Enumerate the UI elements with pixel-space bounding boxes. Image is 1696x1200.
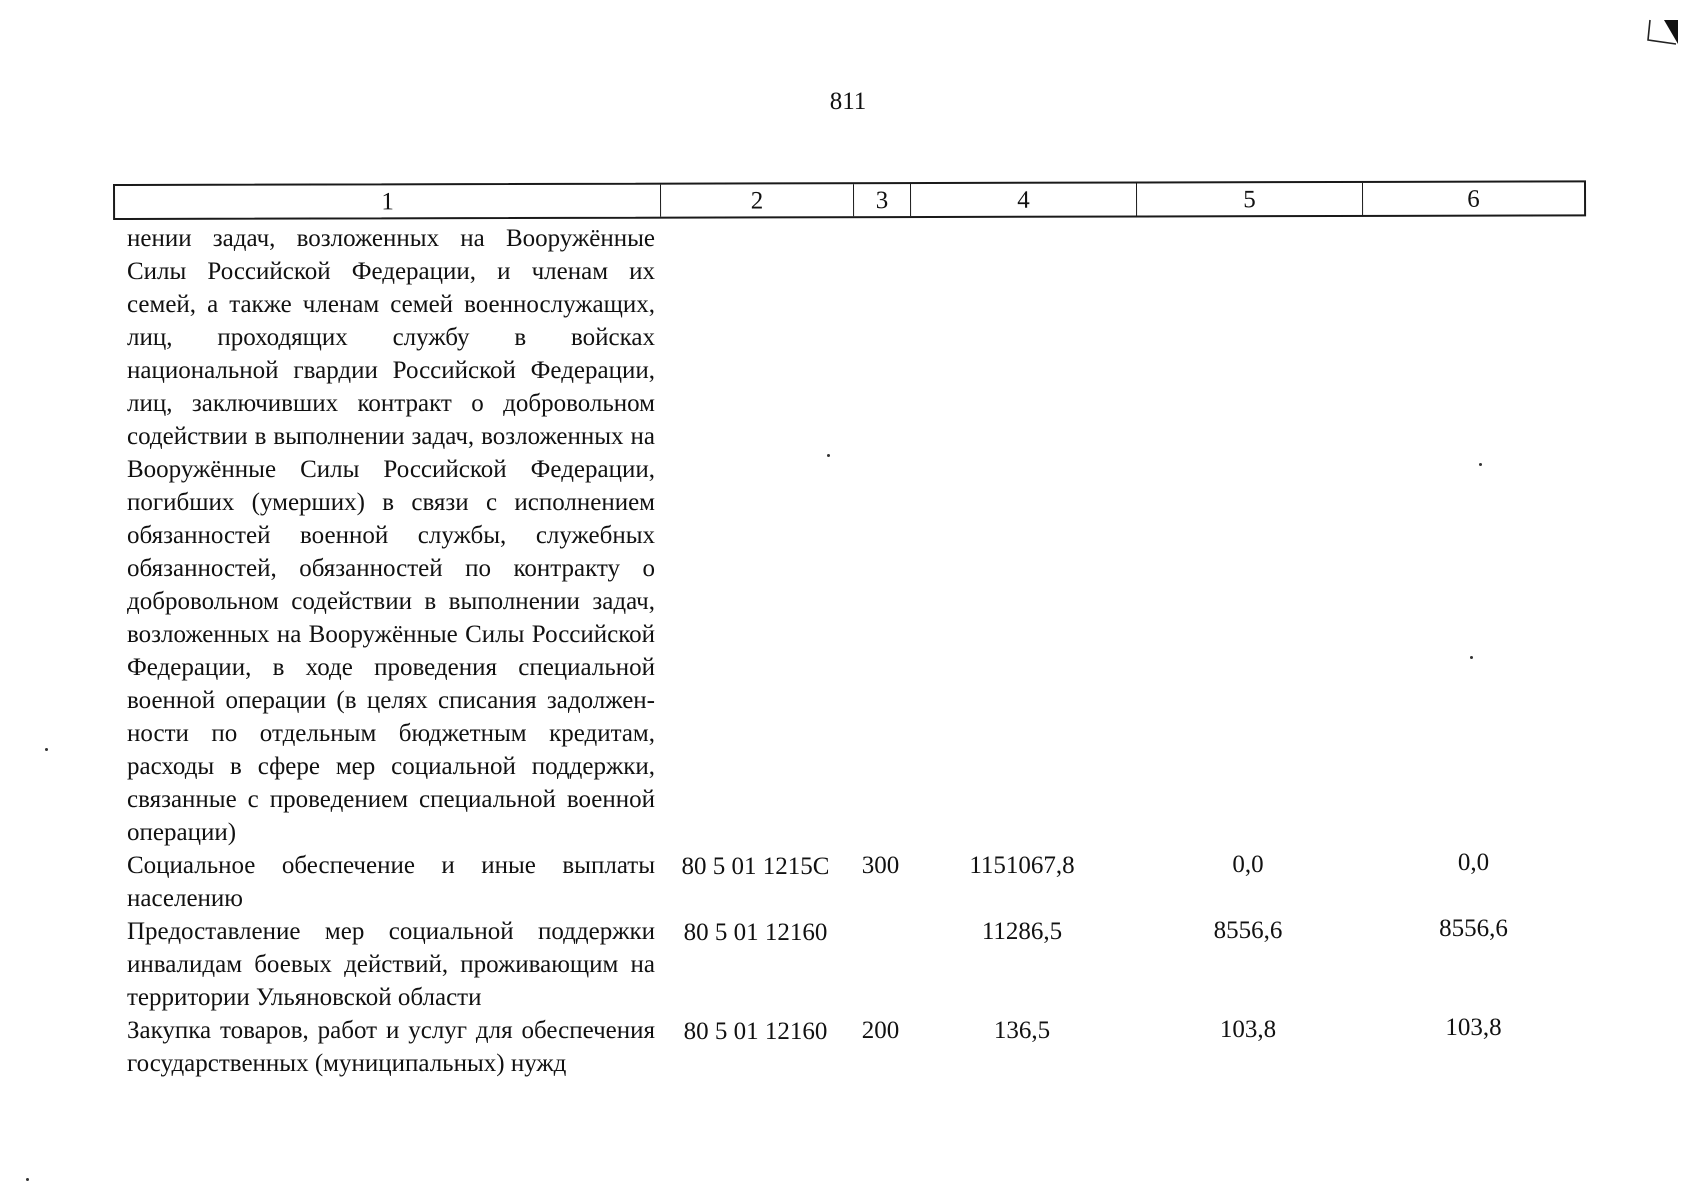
row-code: [659, 222, 852, 849]
row-value-col5: [1135, 222, 1361, 849]
table-header-row: [113, 180, 1586, 220]
row-expense-type: [852, 915, 909, 1014]
table-row: [113, 222, 1586, 849]
row-expense-type: 200: [861, 1017, 900, 1044]
row-description: Закупка товаров, работ и услуг для обеспечения государственных (муниципальных) нужд: [127, 1017, 655, 1077]
table-row: [113, 915, 1586, 1014]
row-value-col4: 136,5: [993, 1017, 1051, 1044]
page-number: 811: [829, 88, 867, 115]
row-code: 80 5 01 12160: [683, 1018, 828, 1045]
row-description: Социальное обеспечение и иные выплаты населению: [127, 852, 655, 912]
row-value-col5: 103,8: [1219, 1016, 1277, 1043]
budget-table: [113, 184, 1586, 1080]
scan-speck: [827, 454, 830, 457]
column-header-1: 1: [115, 185, 661, 218]
table-body: [113, 222, 1586, 1080]
scan-speck: [1470, 656, 1473, 659]
row-value-col6: 0,0: [1457, 849, 1490, 876]
row-value-col6: 103,8: [1445, 1014, 1502, 1041]
row-description: нении задач, возложенных на Вооружённые Силы Российской Федерации, и членам их семей, а также членам семей военнослужащих, лиц, проходящих службу в войсках национальной гвардии Российской Федерации, лиц, заключивших контракт о добровольном содействии в выполнении задач, возложенных на Вооружённые Силы Российской Федерации, погибших (умерших) в связи с исполнением обязанностей военной службы, служебных обязанностей, обязанностей по контракту о добровольном содействии в выполнении задач, возложенных на Вооружённые Силы Российской Федерации, в ходе проведения специальной военной операции (в целях списания задолженности по отдельным бюджетным кредитам, расходы в сфере мер социальной поддержки, связанные с проведением специальной военной операции): [127, 225, 655, 846]
row-value-col6: 8556,6: [1439, 915, 1508, 942]
row-value-col5: 8556,6: [1213, 917, 1283, 944]
scan-speck: [26, 1178, 29, 1181]
column-header-3: 3: [854, 184, 911, 216]
row-expense-type: [852, 222, 909, 849]
row-expense-type: 300: [861, 852, 900, 879]
row-description: Предоставление мер социальной поддержки инвалидам боевых действий, проживающим на территории Ульяновской области: [127, 918, 655, 1011]
column-header-4: 4: [911, 183, 1137, 216]
row-code: 80 5 01 1215С: [681, 853, 830, 880]
column-header-6: 6: [1467, 185, 1480, 213]
row-value-col4: 11286,5: [981, 918, 1063, 945]
row-code: 80 5 01 12160: [683, 919, 828, 946]
scan-speck: [1479, 463, 1482, 466]
row-value-col4: 1151067,8: [969, 852, 1075, 879]
corner-scan-mark: [1646, 18, 1680, 48]
row-value-col5: 0,0: [1232, 851, 1264, 878]
column-header-2: 2: [661, 184, 854, 216]
scan-speck: [45, 748, 48, 751]
row-value-col4: [909, 222, 1135, 849]
row-value-col6: [1361, 222, 1586, 849]
column-header-5: 5: [1137, 183, 1363, 216]
table-row: [113, 1014, 1586, 1080]
table-row: [113, 849, 1586, 915]
